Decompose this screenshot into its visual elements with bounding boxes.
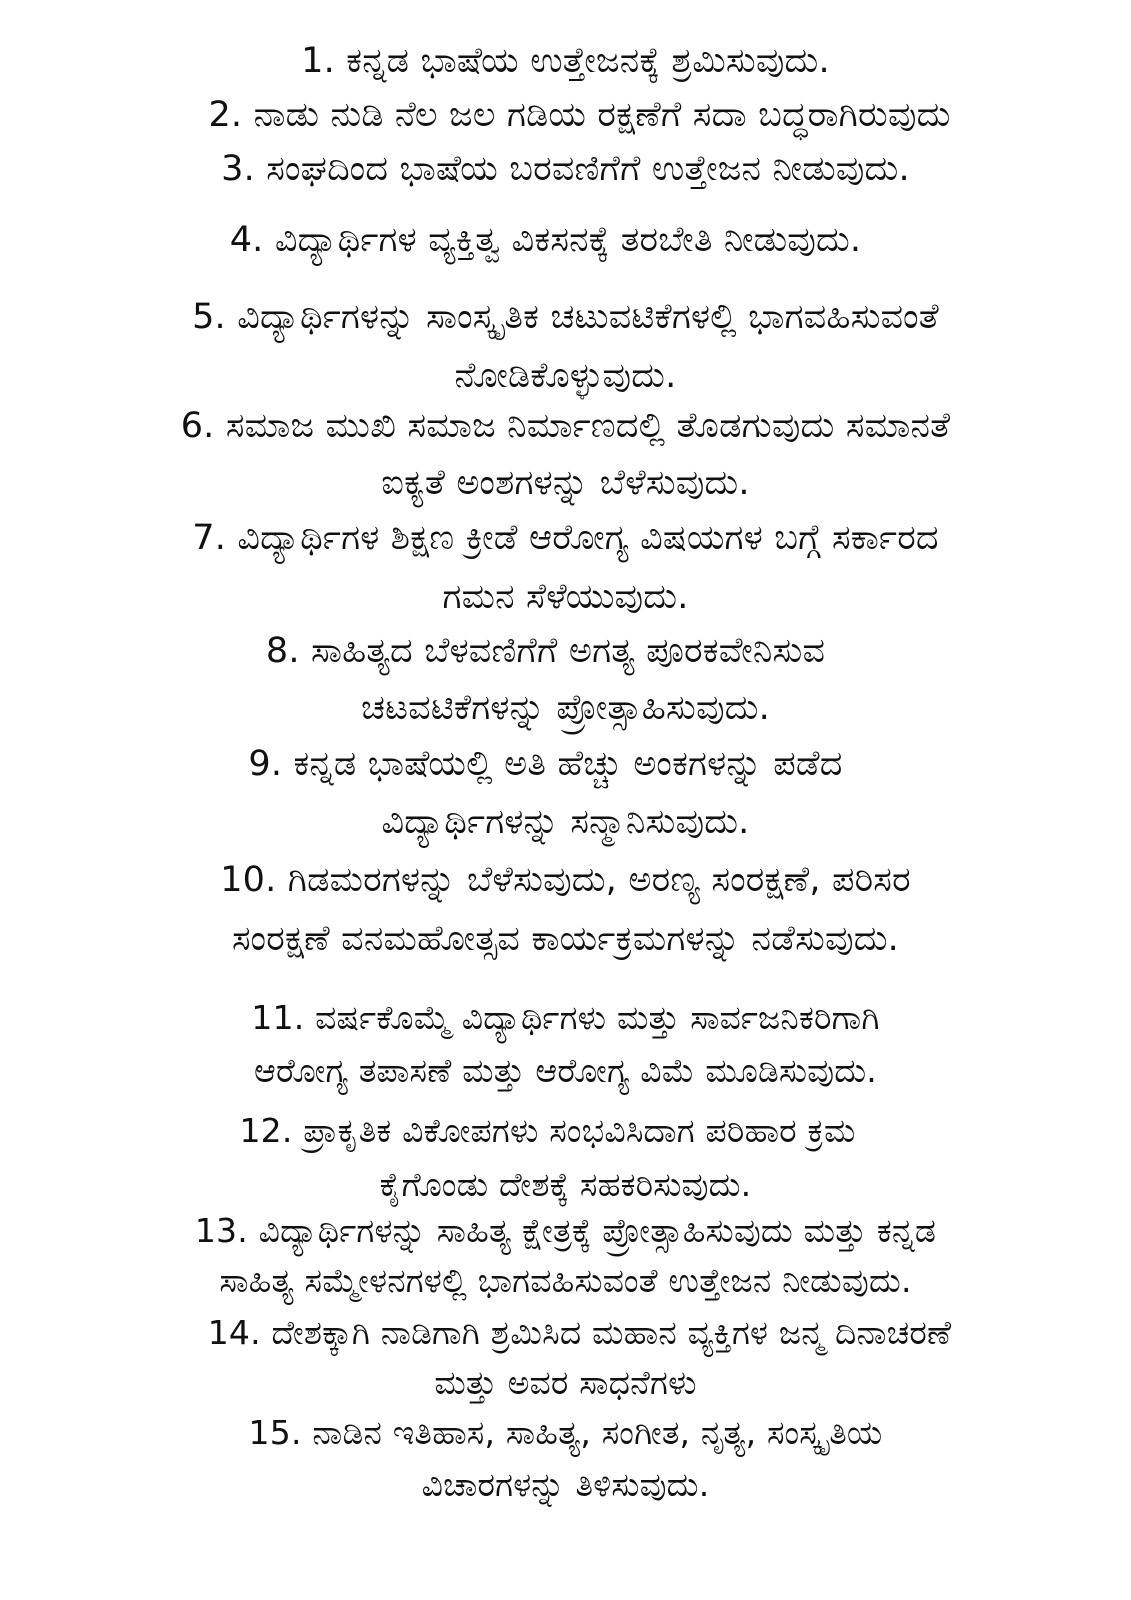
item-14-line-2: ಮತ್ತು ಅವರ ಸಾಧನೆಗಳು <box>434 1363 697 1402</box>
item-9-line-1: 9. ಕನ್ನಡ ಭಾಷೆಯಲ್ಲಿ ಅತಿ ಹೆಚ್ಚು ಅಂಕಗಳನ್ನು ಪಡೆದ <box>248 744 843 784</box>
item-13-line-1: 13. ವಿದ್ಯಾರ್ಥಿಗಳನ್ನು ಸಾಹಿತ್ಯ ಕ್ಷೇತ್ರಕ್ಕೆ ಪ್ರೋತ್ಸಾಹಿಸುವುದು ಮತ್ತು ಕನ್ನಡ <box>194 1211 937 1250</box>
item-11-line-1: 11. ವರ್ಷಕೊಮ್ಮೆ ವಿದ್ಯಾರ್ಥಿಗಳು ಮತ್ತು ಸಾರ್ವಜನಿಕರಿಗಾಗಿ <box>251 998 880 1037</box>
item-13-line-2: ಸಾಹಿತ್ಯ ಸಮ್ಮೇಳನಗಳಲ್ಲಿ ಭಾಗವಹಿಸುವಂತೆ ಉತ್ತೇಜನ ನೀಡುವುದು. <box>219 1261 912 1300</box>
item-7-line-2: ಗಮನ ಸೆಳೆಯುವುದು. <box>442 577 689 617</box>
item-9-line-2: ವಿದ್ಯಾರ್ಥಿಗಳನ್ನು ಸನ್ಮಾನಿಸುವುದು. <box>381 802 750 842</box>
item-5-line-1: 5. ವಿದ್ಯಾರ್ಥಿಗಳನ್ನು ಸಾಂಸ್ಕೃತಿಕ ಚಟುವಟಿಕೆಗಳಲ್ಲಿ ಭಾಗವಹಿಸುವಂತೆ <box>192 297 939 337</box>
item-2-line-1: 2. ನಾಡು ನುಡಿ ನೆಲ ಜಲ ಗಡಿಯ ರಕ್ಷಣೆಗೆ ಸದಾ ಬದ್ಧರಾಗಿರುವುದು <box>208 95 951 135</box>
item-8-line-2: ಚಟವಟಿಕೆಗಳನ್ನು ಪ್ರೋತ್ಸಾಹಿಸುವುದು. <box>361 688 770 728</box>
item-11-line-2: ಆರೋಗ್ಯ ತಪಾಸಣೆ ಮತ್ತು ಆರೋಗ್ಯ ವಿಮೆ ಮೂಡಿಸುವುದು. <box>254 1051 877 1090</box>
item-10-line-1: 10. ಗಿಡಮರಗಳನ್ನು ಬೆಳೆಸುವುದು, ಅರಣ್ಯ ಸಂರಕ್ಷಣೆ, ಪರಿಸರ <box>220 860 911 900</box>
item-6-line-1: 6. ಸಮಾಜ ಮುಖಿ ಸಮಾಜ ನಿರ್ಮಾಣದಲ್ಲಿ ತೊಡಗುವುದು ಸಮಾನತೆ <box>180 406 951 446</box>
item-1-line-1: 1. ಕನ್ನಡ ಭಾಷೆಯ ಉತ್ತೇಜನಕ್ಕೆ ಶ್ರಮಿಸುವುದು. <box>301 41 830 81</box>
item-4-line-1: 4. ವಿದ್ಯಾರ್ಥಿಗಳ ವ್ಯಕ್ತಿತ್ವ ವಿಕಸನಕ್ಕೆ ತರಬೇತಿ ನೀಡುವುದು. <box>229 220 862 260</box>
item-12-line-2: ಕೈಗೊಂಡು ದೇಶಕ್ಕೆ ಸಹಕರಿಸುವುದು. <box>379 1165 752 1204</box>
item-3-line-1: 3. ಸಂಘದಿಂದ ಭಾಷೆಯ ಬರವಣಿಗೆಗೆ ಉತ್ತೇಜನ ನೀಡುವುದು. <box>221 149 910 189</box>
item-6-line-2: ಐಕ್ಯತೆ ಅಂಶಗಳನ್ನು ಬೆಳೆಸುವುದು. <box>381 463 750 503</box>
item-10-line-2: ಸಂರಕ್ಷಣೆ ವನಮಹೋತ್ಸವ ಕಾರ್ಯಕ್ರಮಗಳನ್ನು ನಡೆಸುವುದು. <box>231 919 900 959</box>
item-8-line-1: 8. ಸಾಹಿತ್ಯದ ಬೆಳವಣಿಗೆಗೆ ಅಗತ್ಯ ಪೂರಕವೇನಿಸುವ <box>265 631 826 671</box>
item-14-line-1: 14. ದೇಶಕ್ಕಾಗಿ ನಾಡಿಗಾಗಿ ಶ್ರಮಿಸಿದ ಮಹಾನ ವ್ಯಕ್ತಿಗಳ ಜನ್ಮ ದಿನಾಚರಣೆ <box>207 1313 952 1352</box>
item-7-line-1: 7. ವಿದ್ಯಾರ್ಥಿಗಳ ಶಿಕ್ಷಣ ಕ್ರೀಡೆ ಆರೋಗ್ಯ ವಿಷಯಗಳ ಬಗ್ಗೆ ಸರ್ಕಾರದ <box>192 518 939 558</box>
item-15-line-2: ವಿಚಾರಗಳನ್ನು ತಿಳಿಸುವುದು. <box>421 1465 710 1504</box>
item-5-line-2: ನೋಡಿಕೊಳ್ಳುವುದು. <box>454 356 677 396</box>
item-15-line-1: 15. ನಾಡಿನ ಇತಿಹಾಸ, ಸಾಹಿತ್ಯ, ಸಂಗೀತ, ನೃತ್ಯ, ಸಂಸ್ಕೃತಿಯ <box>248 1413 883 1452</box>
item-12-line-1: 12. ಪ್ರಾಕೃತಿಕ ವಿಕೋಪಗಳು ಸಂಭವಿಸಿದಾಗ ಪರಿಹಾರ ಕ್ರಮ <box>239 1111 856 1150</box>
